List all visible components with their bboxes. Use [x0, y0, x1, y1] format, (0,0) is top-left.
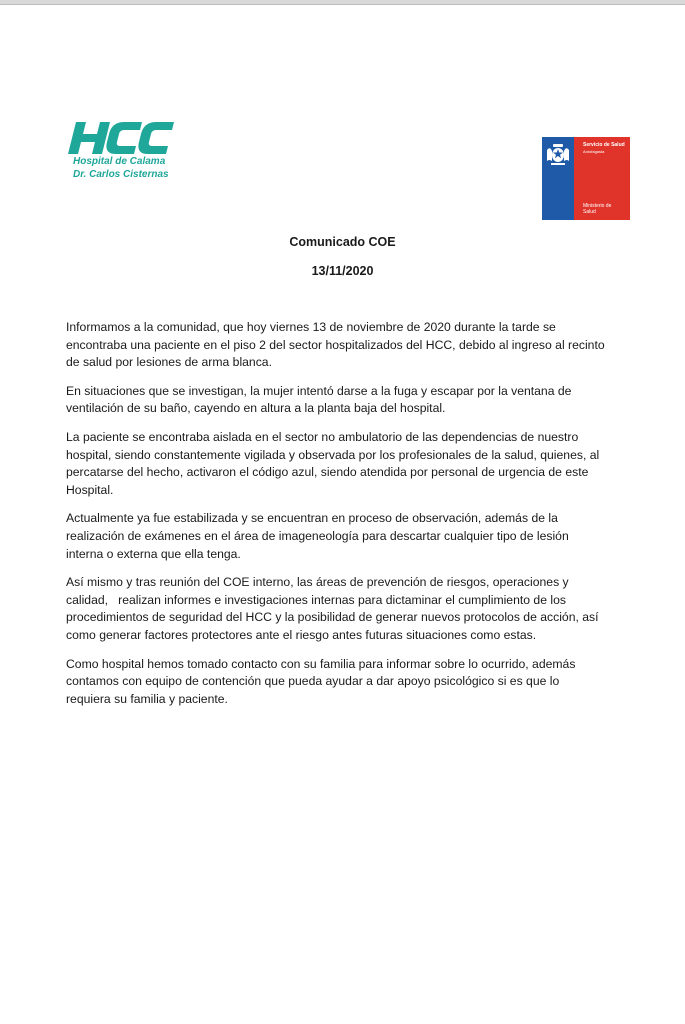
- paragraph-line: requiera su familia y paciente.: [66, 691, 228, 706]
- paragraph-line: Informamos a la comunidad, que hoy viernes 13 de noviembre de 2020 durante la tarde se: [66, 320, 556, 334]
- chile-coat-of-arms-icon: [545, 142, 571, 166]
- document-body: [66, 319, 614, 719]
- paragraph-2: [66, 383, 614, 418]
- paragraph-line: ventilación de su baño, cayendo en altura a la planta baja del hospital.: [66, 401, 446, 416]
- paragraph-line: En situaciones que se investigan, la mujer intentó darse a la fuga y escapar por la ventana de: [66, 383, 572, 398]
- paragraph-line: encontraba una paciente en el piso 2 del sector hospitalizados del HCC, debido al ingreso al recinto: [66, 337, 605, 352]
- hcc-letter-h: [68, 122, 110, 154]
- hcc-logo: [66, 120, 196, 186]
- minsal-ministerio-label: Ministerio de: [583, 203, 612, 209]
- minsal-lower-blue-block: [542, 181, 574, 220]
- paragraph-3: [66, 429, 614, 499]
- ministerio-salud-logo: [542, 137, 630, 220]
- paragraph-line: Así mismo y tras reunión del COE interno, las áreas de prevención de riesgos, operaciones y: [66, 575, 569, 590]
- minsal-salud-label: Salud: [583, 209, 596, 215]
- hcc-letter-c2: [138, 122, 174, 154]
- paragraph-1: [66, 319, 614, 372]
- minsal-region-label: Antofagasta: [583, 149, 605, 154]
- hcc-hospital-name: Hospital de Calama: [73, 156, 166, 167]
- document-date: 13/11/2020: [311, 264, 374, 278]
- paragraph-line: percatarse del hecho, activaron el código azul, siendo atendida por personal de urgencia de este: [66, 465, 589, 480]
- hcc-director-name: Dr. Carlos Cisternas: [73, 169, 169, 180]
- paragraph-line: Actualmente ya fue estabilizada y se encuentran en proceso de observación, además de la: [66, 511, 558, 526]
- paragraph-4: [66, 510, 614, 563]
- paragraph-6: [66, 656, 614, 709]
- paragraph-line: de salud por lesiones de arma blanca.: [66, 355, 272, 370]
- paragraph-line: hospital, siendo constantemente vigilada y observada por los profesionales de la salud, quienes, al: [66, 447, 600, 462]
- paragraph-line: interna o externa que ella tenga.: [66, 546, 241, 561]
- paragraph-line: calidad, realizan informes e investigaciones internas para dictaminar el cumplimiento de los: [66, 592, 566, 607]
- hcc-letter-c1: [106, 122, 142, 154]
- document-title: Comunicado COE: [289, 235, 396, 249]
- paragraph-line: La paciente se encontraba aislada en el sector no ambulatorio de las dependencias de nuestro: [66, 429, 579, 444]
- paragraph-line: procedimientos de seguridad del HCC y la posibilidad de generar nuevos protocolos de acción, así: [66, 610, 599, 625]
- paragraph-5: [66, 574, 614, 644]
- paragraph-line: realización de exámenes en el área de imageneología para descartar cualquier tipo de lesión: [66, 528, 569, 543]
- paragraph-line: contamos con equipo de contención que pueda ayudar a dar apoyo psicológico si es que lo: [66, 674, 560, 689]
- paragraph-line: Hospital.: [66, 482, 114, 497]
- paragraph-line: como generar factores protectores ante el riesgo antes futuras situaciones como estas.: [66, 627, 537, 642]
- minsal-servicio-label: Servicio de Salud: [583, 142, 625, 148]
- paragraph-line: Como hospital hemos tomado contacto con su familia para informar sobre lo ocurrido, además: [66, 656, 576, 671]
- hcc-logo-mark: [66, 120, 176, 156]
